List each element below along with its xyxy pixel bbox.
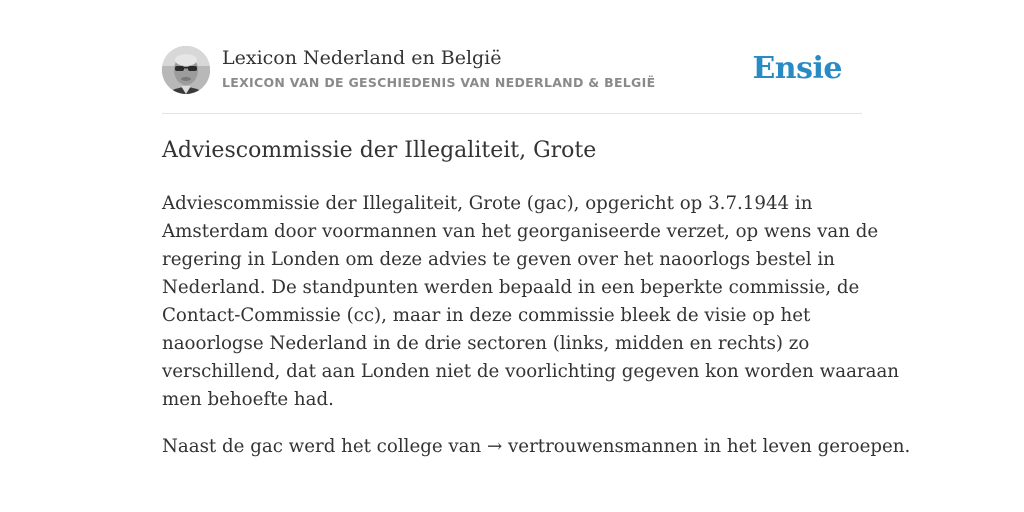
author-avatar[interactable] xyxy=(162,46,210,94)
paragraph-line: Amsterdam door voormannen van het georganiseerde verzet, op wens van de xyxy=(162,221,879,242)
brand-logo[interactable]: Ensie xyxy=(752,51,842,86)
author-photo-icon xyxy=(162,46,210,94)
paragraph-line: verschillend, dat aan Londen niet de voorlichting gegeven kon worden waaraan xyxy=(162,361,900,382)
paragraph-line: regering in Londen om deze advies te geven over het naoorlogs bestel in xyxy=(162,249,835,270)
paragraph-line: Naast de gac werd het college van → vertrouwensmannen in het leven geroepen. xyxy=(162,436,911,457)
header-divider xyxy=(162,113,862,114)
source-header xyxy=(162,46,862,96)
entry-body xyxy=(162,190,911,461)
entry-title: Adviescommissie der Illegaliteit, Grote xyxy=(162,138,597,163)
source-subtitle[interactable]: LEXICON VAN DE GESCHIEDENIS VAN NEDERLAND & BELGIË xyxy=(222,75,656,90)
paragraph-line: Contact-Commissie (cc), maar in deze commissie bleek de visie op het xyxy=(162,305,811,326)
paragraph-line: Nederland. De standpunten werden bepaald in een beperkte commissie, de xyxy=(162,277,860,298)
paragraph-line: men behoefte had. xyxy=(162,389,334,410)
paragraph-line: naoorlogse Nederland in de drie sectoren (links, midden en rechts) zo xyxy=(162,333,810,354)
paragraph-line: Adviescommissie der Illegaliteit, Grote (gac), opgericht op 3.7.1944 in xyxy=(162,193,813,214)
entry-paragraph-2 xyxy=(162,433,911,461)
entry-paragraph-1 xyxy=(162,190,900,414)
source-title[interactable]: Lexicon Nederland en België xyxy=(222,47,502,69)
